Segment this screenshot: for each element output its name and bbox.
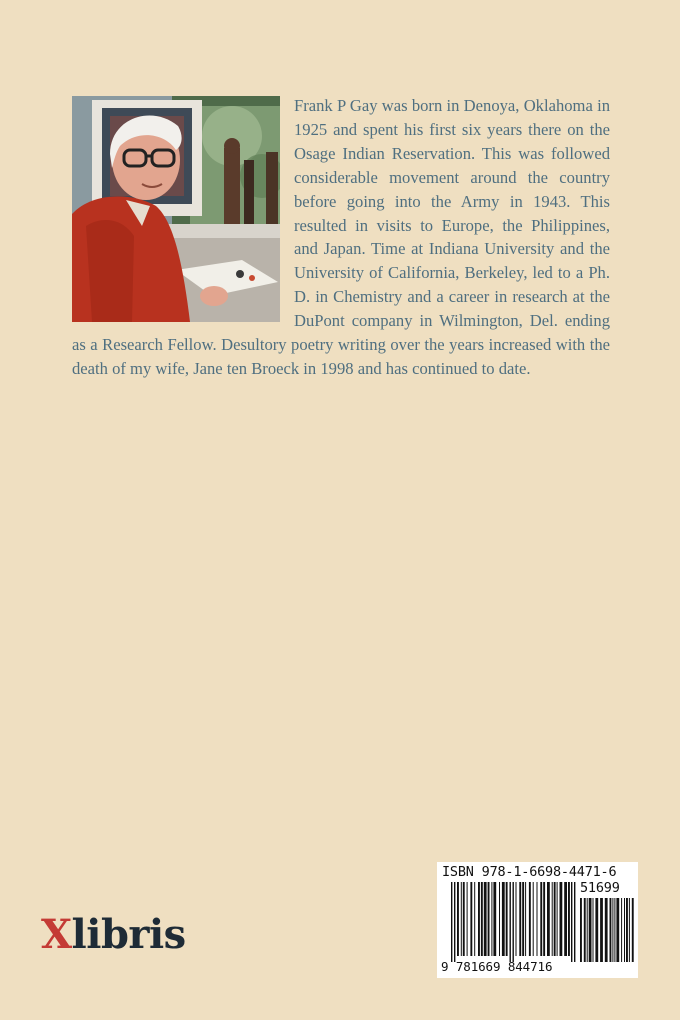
barcode-bar (525, 882, 526, 956)
barcode-bar (547, 882, 550, 956)
barcode-bar (626, 898, 628, 962)
barcode-bar (554, 882, 556, 956)
barcode-bar (605, 898, 608, 962)
barcode-bar (502, 882, 505, 956)
barcode-bar (529, 882, 531, 956)
barcode-bar (478, 882, 480, 956)
author-bio-text: Frank P Gay was born in Denoya, Oklahoma in 1925 and spent his first six years there on the Osage Indian Reservation. This was followed considerable movement around the country before going into the Army in 1943. This resulted in visits to Europe, the Philippines, and Japan. Time at Indiana University and the University of California, Berkeley, led to a Ph. D. in Chemistry and a career in research at the DuPont company in Wilmington, Del. ending as a Research Fellow. Desultory poetry writing over the years increased with the death of my wife, Jane ten Broeck in 1998 and has continued to date. (72, 96, 610, 378)
barcode-bar (557, 882, 558, 956)
barcode-ean-digits: 9 781669 844716 (441, 959, 553, 974)
barcode-bar (522, 882, 524, 956)
barcode-bar (552, 882, 553, 956)
barcode-bar (533, 882, 534, 956)
barcode-bar (593, 898, 594, 962)
barcode-bar (614, 898, 615, 962)
isbn-barcode (437, 862, 638, 978)
barcode-bar (616, 898, 619, 962)
barcode-bar (470, 882, 472, 956)
barcode-bar (580, 898, 582, 962)
barcode-bar (571, 882, 572, 962)
barcode-bar (568, 882, 570, 956)
barcode-bar (510, 882, 511, 962)
barcode-bar (513, 882, 514, 962)
author-photo (72, 96, 280, 322)
isbn-label: ISBN 978-1-6698-4471-6 (442, 864, 617, 880)
barcode-bar (519, 882, 521, 956)
barcode-bar (463, 882, 465, 956)
barcode-bar (589, 898, 592, 962)
barcode-bar (629, 898, 630, 962)
barcode-bar (488, 882, 490, 956)
barcode-bar (600, 898, 603, 962)
barcode-bar (560, 882, 563, 956)
author-bio (72, 94, 610, 381)
barcode-bar (499, 882, 500, 956)
barcode-bar (610, 898, 612, 962)
barcode-bar (484, 882, 487, 956)
barcode-bar (612, 898, 613, 962)
barcode-bar (632, 898, 634, 962)
barcode-bar (457, 882, 459, 956)
barcode-bar (584, 898, 586, 962)
barcode-bar (595, 898, 598, 962)
barcode-bar (621, 898, 622, 962)
publisher-logo (41, 910, 186, 960)
barcode-bar (564, 882, 567, 956)
barcode-bar (467, 882, 468, 956)
barcode-bar (474, 882, 475, 956)
barcode-bar (506, 882, 508, 956)
barcode-bar (516, 882, 517, 956)
barcode-bar (493, 882, 496, 956)
barcode-bar (451, 882, 452, 962)
barcode-bar (537, 882, 538, 956)
barcode-bar (491, 882, 492, 956)
barcode-bar (461, 882, 462, 956)
barcode-bar (587, 898, 588, 962)
barcode-bar (543, 882, 545, 956)
barcode-bar (481, 882, 483, 956)
barcode-bar (574, 882, 575, 962)
barcode-bar (454, 882, 455, 962)
barcode-bar (540, 882, 542, 956)
publisher-logo-rest: libris (71, 911, 186, 958)
barcode-addon-digits: 51699 (580, 880, 620, 896)
publisher-logo-initial: X (41, 911, 72, 958)
barcode-bar (624, 898, 625, 962)
